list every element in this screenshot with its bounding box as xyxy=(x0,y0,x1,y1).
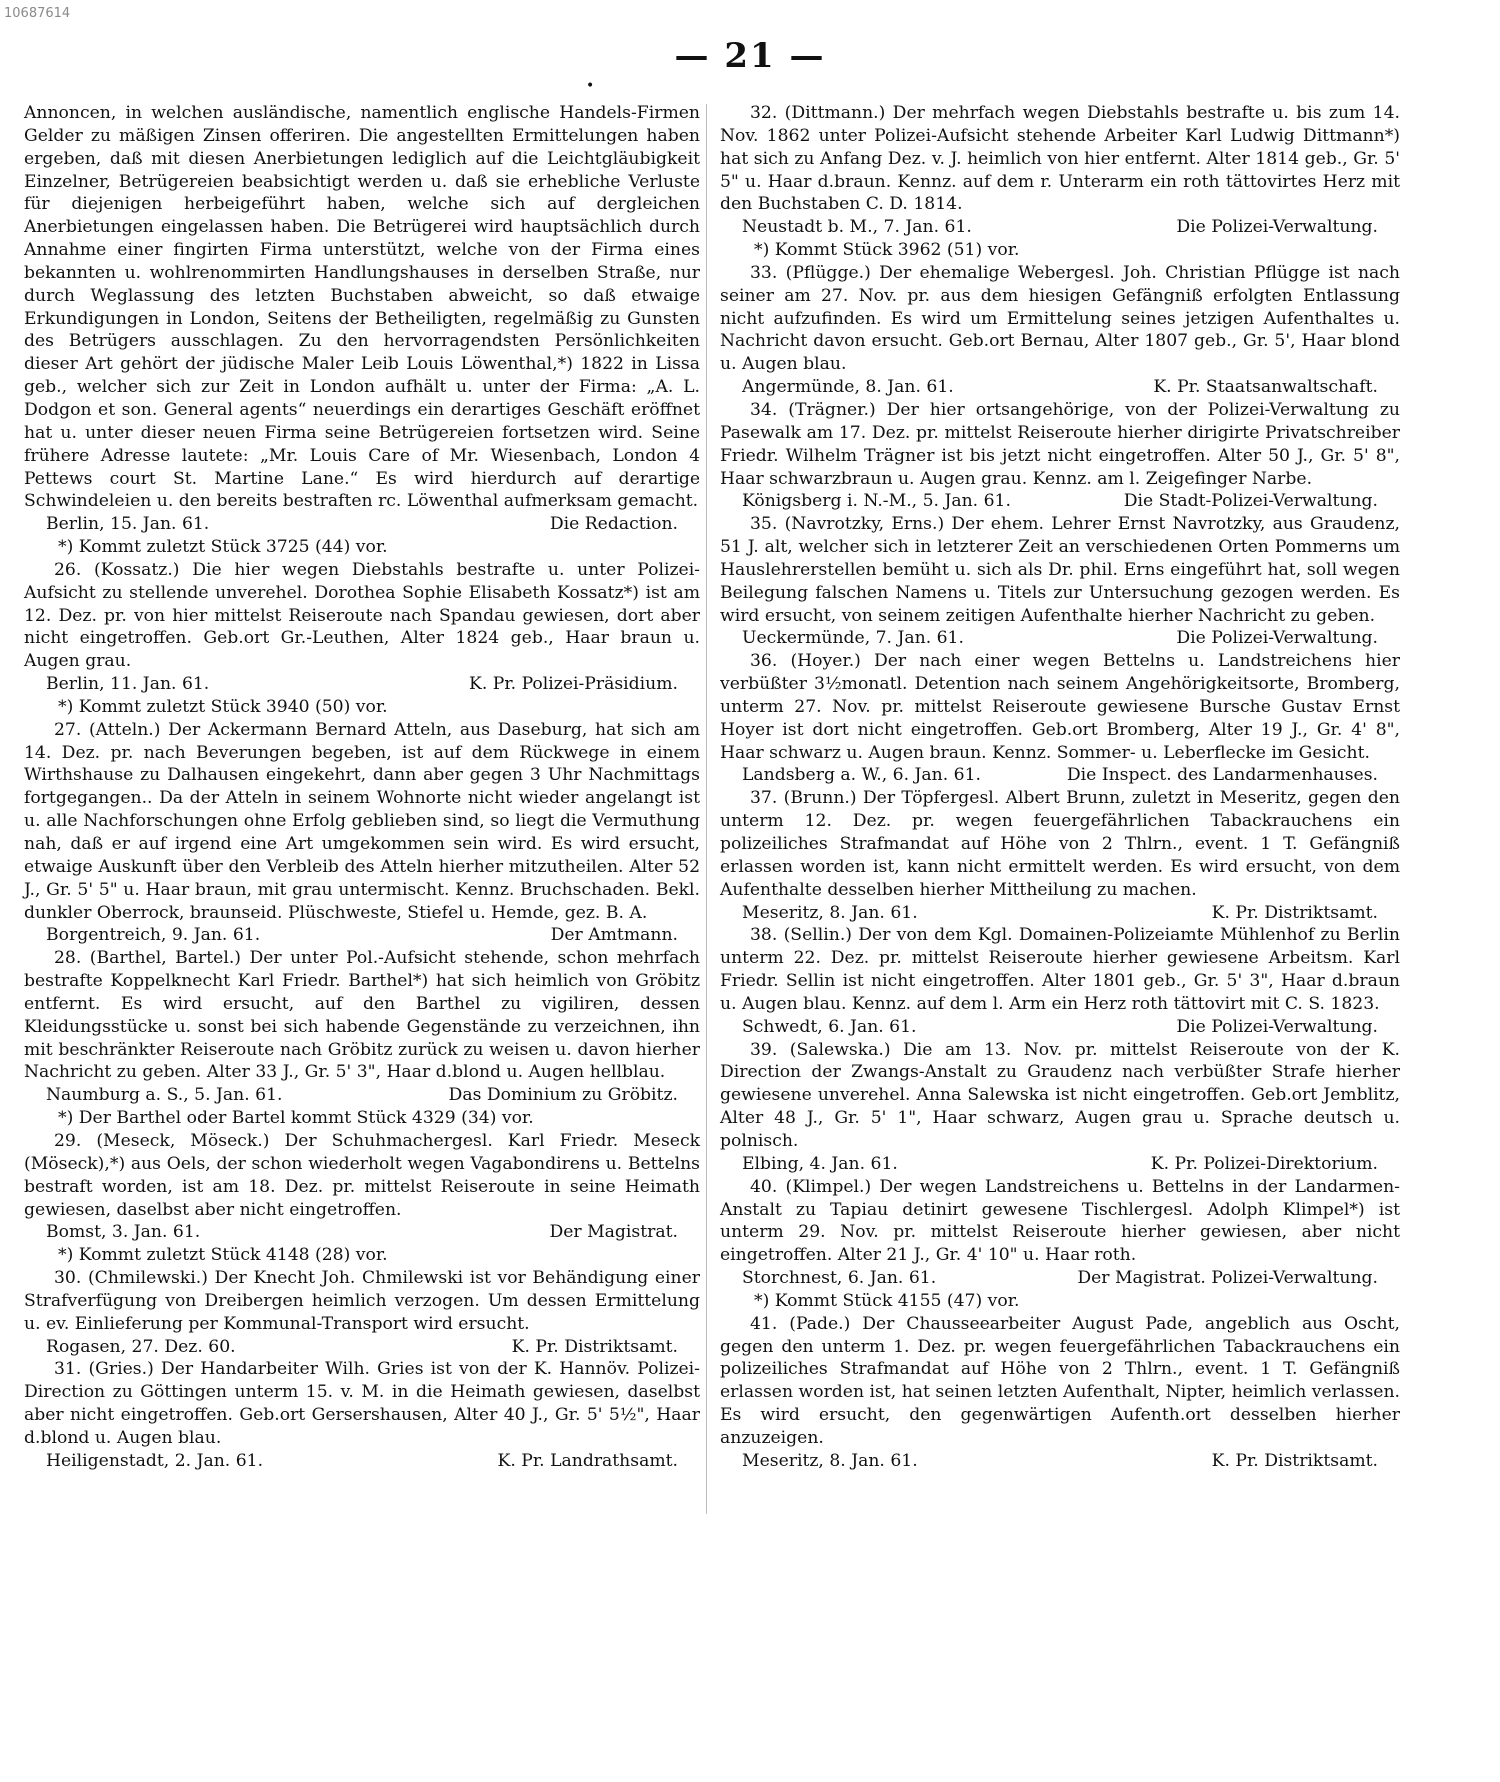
notice-signature xyxy=(24,1450,700,1473)
signature-place-date: Naumburg a. S., 5. Jan. 61. xyxy=(46,1085,283,1106)
right-column xyxy=(720,102,1400,1473)
signature-place-date: Storchnest, 6. Jan. 61. xyxy=(742,1268,937,1289)
signature-authority: Die Inspect. des Landarmenhauses. xyxy=(1066,765,1378,786)
signature-authority: Die Polizei-Verwaltung. xyxy=(1176,217,1378,238)
signature-place-date: Heiligenstadt, 2. Jan. 61. xyxy=(46,1450,264,1471)
notice-paragraph: 41. (Pade.) Der Chausseearbeiter August Pade, angeblich aus Oscht, gegen den unterm 1. Dez. pr. wegen feuergefährlichen Tabackrauchens ein polizeiliches Strafmandat auf Höhe von 2 Thlrn., event. 1 T. Gefängniß erlassen worden ist, hat seinen letzten Aufenthalt, Nipter, heimlich verlassen. Es wird ersucht, den gegenwärtigen Aufenth.ort desselben hierher anzuzeigen. xyxy=(720,1313,1400,1448)
footnote: *) Kommt zuletzt Stück 3725 (44) vor. xyxy=(58,537,388,558)
column-divider xyxy=(706,104,707,1514)
print-dot: • xyxy=(586,78,595,94)
notice-paragraph: 35. (Navrotzky, Erns.) Der ehem. Lehrer Ernst Navrotzky, aus Graudenz, 51 J. alt, welcher sich in letzterer Zeit an verschiedenen Orten Pommerns um Hauslehrerstellen bemüht u. sich als Dr. phil. Erns eingeführt hat, soll wegen Beilegung falschen Namens u. Titels zur Untersuchung gezogen werden. Es wird ersucht, von seinem zeitigen Aufenthalte hierher Nachricht zu geben. xyxy=(720,514,1400,626)
notice-signature xyxy=(720,902,1400,925)
signature-place-date: Meseritz, 8. Jan. 61. xyxy=(742,1450,918,1471)
notice-paragraph: 28. (Barthel, Bartel.) Der unter Pol.-Aufsicht stehende, schon mehrfach bestrafte Koppelknecht Karl Friedr. Barthel*) hat sich heimlich von Gröbitz entfernt. Es wird ersucht, auf den Barthel zu vigiliren, dessen Kleidungsstücke u. sonst bei sich habende Gegenstände zu verzeichnen, ihn mit beschränkter Reiseroute nach Gröbitz zurück zu weisen u. davon hierher Nachricht zu geben. Alter 33 J., Gr. 5' 3", Haar d.blond u. Augen hellblau. xyxy=(24,948,700,1083)
notice-paragraph: 32. (Dittmann.) Der mehrfach wegen Diebstahls bestrafte u. bis zum 14. Nov. 1862 unter Polizei-Aufsicht stehende Arbeiter Karl Ludwig Dittmann*) hat sich zu Anfang Dez. v. J. heimlich von hier entfernt. Alter 1814 geb., Gr. 5' 5" u. Haar d.braun. Kennz. auf dem r. Unterarm ein roth tättovirtes Herz mit den Buchstaben C. D. 1814. xyxy=(720,103,1400,215)
footnote: *) Kommt zuletzt Stück 4148 (28) vor. xyxy=(58,1245,388,1266)
signature-place-date: Berlin, 11. Jan. 61. xyxy=(46,674,210,695)
notice-paragraph: 38. (Sellin.) Der von dem Kgl. Domainen-Polizeiamte Mühlenhof zu Berlin unterm 22. Dez. pr. mittelst Reiseroute hierher gewiesene Arbeitsm. Karl Friedr. Sellin ist nicht eingetroffen. Alter 1801 geb., Gr. 5' 3", Haar d.braun u. Augen blau. Kennz. auf dem l. Arm ein Herz roth tättovirt mit C. S. 1823. xyxy=(720,925,1400,1014)
signature-place-date: Rogasen, 27. Dez. 60. xyxy=(46,1336,236,1357)
signature-authority: K. Pr. Polizei-Präsidium. xyxy=(468,674,678,695)
notice-signature xyxy=(720,1450,1400,1473)
notice-paragraph: 37. (Brunn.) Der Töpfergesl. Albert Brunn, zuletzt in Meseritz, gegen den unterm 12. Dez. pr. wegen feuergefährlichen Tabackrauchens ein polizeiliches Strafmandat auf Höhe von 2 Thlrn., event. 1 T. Gefängniß erlassen worden ist, kann nicht ermittelt werden. Es wird ersucht, von dem Aufenthalte desselben hierher Mittheilung zu machen. xyxy=(720,788,1400,900)
signature-authority: Die Polizei-Verwaltung. xyxy=(1176,1016,1378,1037)
signature-authority: Das Dominium zu Gröbitz. xyxy=(448,1085,678,1106)
footnote: *) Der Barthel oder Bartel kommt Stück 4329 (34) vor. xyxy=(58,1108,534,1129)
left-column xyxy=(24,102,700,1473)
notice-paragraph: Annoncen, in welchen ausländische, namentlich englische Handels-Firmen Gelder zu mäßigen Zinsen offeriren. Die angestellten Ermittelungen haben ergeben, daß mit diesen Anerbietungen lediglich auf die Leichtgläubigkeit Einzelner, Betrügereien beabsichtigt werden u. daß sie erhebliche Verluste für diejenigen herbeigeführt haben, welche sich auf dergleichen Anerbietungen eingelassen haben. Die Betrügerei wird hauptsächlich durch Annahme einer fingirten Firma unterstützt, welche von der Firma eines bekannten u. wohlrenommirten Handlungshauses in derselben Straße, nur durch Weglassung des letzten Buchstaben abweicht, so daß etwaige Erkundigungen in London, Seitens der Betheiligten, regelmäßig zu Gunsten des Betrügers ausschlagen. Zu den hervorragendsten Persönlichkeiten dieser Art gehört der jüdische Maler Leib Louis Löwenthal,*) 1822 in Lissa geb., welcher sich zur Zeit in London aufhält u. unter der Firma: „A. L. Dodgon et son. General agents“ neuerdings ein derartiges Geschäft eröffnet hat u. unter dieser neuen Firma seine Betrügereien fortsetzen wird. Seine frühere Adresse lautete: „Mr. Louis Care of Mr. Wiesenbach, London 4 Pettews court St. Martine Lane.“ Es wird hierdurch auf derartige Schwindeleien u. den bereits bestraften rc. Löwenthal aufmerksam gemacht. xyxy=(24,103,700,512)
signature-place-date: Königsberg i. N.-M., 5. Jan. 61. xyxy=(742,491,1011,512)
notice-paragraph: 29. (Meseck, Möseck.) Der Schuhmachergesl. Karl Friedr. Meseck (Möseck),*) aus Oels, der schon wiederholt wegen Vagabondirens u. Bettelns bestraft worden, ist am 18. Dez. pr. mittelst Reiseroute in seine Heimath gewiesen, daselbst aber nicht eingetroffen. xyxy=(24,1130,700,1220)
signature-place-date: Bomst, 3. Jan. 61. xyxy=(46,1222,201,1243)
signature-authority: Die Stadt-Polizei-Verwaltung. xyxy=(1123,491,1378,512)
signature-place-date: Neustadt b. M., 7. Jan. 61. xyxy=(742,217,972,238)
signature-place-date: Berlin, 15. Jan. 61. xyxy=(46,514,210,535)
signature-authority: K. Pr. Distriktsamt. xyxy=(1211,902,1378,923)
signature-authority: K. Pr. Staatsanwaltschaft. xyxy=(1153,377,1378,398)
notice-signature xyxy=(720,1267,1400,1290)
signature-place-date: Schwedt, 6. Jan. 61. xyxy=(742,1016,917,1037)
notice-signature xyxy=(720,764,1400,787)
signature-place-date: Angermünde, 8. Jan. 61. xyxy=(742,377,954,398)
signature-authority: Der Magistrat. xyxy=(549,1222,678,1243)
page-number: — 21 — xyxy=(674,36,826,76)
signature-authority: K. Pr. Distriktsamt. xyxy=(1211,1450,1378,1471)
notice-signature xyxy=(24,1221,700,1244)
notice-signature xyxy=(720,376,1400,399)
footnote: *) Kommt zuletzt Stück 3940 (50) vor. xyxy=(58,696,388,717)
notice-signature xyxy=(24,1336,700,1359)
signature-authority: Die Polizei-Verwaltung. xyxy=(1176,628,1378,649)
notice-paragraph: 40. (Klimpel.) Der wegen Landstreichens u. Bettelns in der Landarmen-Anstalt zu Tapiau detinirt gewesene Tischlergesl. Adolph Klimpel*) ist unterm 29. Nov. pr. mittelst Reiseroute hierher gewiesen, aber nicht eingetroffen. Alter 21 J., Gr. 4' 10" u. Haar roth. xyxy=(720,1176,1400,1266)
signature-authority: Der Amtmann. xyxy=(550,925,678,946)
footnote: *) Kommt Stück 3962 (51) vor. xyxy=(754,240,1020,261)
signature-authority: Der Magistrat. Polizei-Verwaltung. xyxy=(1077,1268,1378,1289)
notice-signature xyxy=(720,490,1400,513)
notice-signature xyxy=(24,1084,700,1107)
signature-authority: K. Pr. Distriktsamt. xyxy=(511,1336,678,1357)
signature-place-date: Meseritz, 8. Jan. 61. xyxy=(742,902,918,923)
signature-place-date: Landsberg a. W., 6. Jan. 61. xyxy=(742,765,981,786)
signature-place-date: Borgentreich, 9. Jan. 61. xyxy=(46,925,261,946)
notice-paragraph: 36. (Hoyer.) Der nach einer wegen Bettelns u. Landstreichens hier verbüßter 3½monatl. Detention nach seinem Angehörigkeitsorte, Bromberg, unterm 27. Nov. pr. mittelst Reiseroute gewiesene Bursche Gustav Ernst Hoyer ist dort nicht eingetroffen. Geb.ort Bromberg, Alter 19 J., Gr. 4' 8", Haar schwarz u. Augen braun. Kennz. Sommer- u. Leberflecke im Gesicht. xyxy=(720,651,1400,763)
notice-paragraph: 26. (Kossatz.) Die hier wegen Diebstahls bestrafte u. unter Polizei-Aufsicht zu stellende unverehel. Dorothea Sophie Elisabeth Kossatz*) ist am 12. Dez. pr. von hier mittelst Reiseroute nach Spandau gewiesen, dort aber nicht eingetroffen. Geb.ort Gr.-Leuthen, Alter 1824 geb., Haar braun u. Augen grau. xyxy=(24,559,700,672)
notice-paragraph: 27. (Atteln.) Der Ackermann Bernard Atteln, aus Daseburg, hat sich am 14. Dez. pr. nach Beverungen begeben, ist auf dem Rückwege in einem Wirthshause zu Dalhausen eingekehrt, dann aber gegen 3 Uhr Nachmittags fortgegangen.. Da der Atteln in seinem Wohnorte nicht wieder angelangt ist u. alle Nachforschungen ohne Erfolg geblieben sind, so liegt die Vermuthung nah, daß er auf irgend eine Art umgekommen sein wird. Es wird ersucht, etwaige Auskunft über den Verbleib des Atteln hierher mitzutheilen. Alter 52 J., Gr. 5' 5" u. Haar braun, mit grau untermischt. Kennz. Bruchschaden. Bekl. dunkler Oberrock, braunseid. Plüschweste, Stiefel u. Hemde, gez. B. A. xyxy=(24,719,700,923)
signature-authority: Die Redaction. xyxy=(549,514,678,535)
signature-authority: K. Pr. Landrathsamt. xyxy=(497,1450,678,1471)
notice-paragraph: 31. (Gries.) Der Handarbeiter Wilh. Gries ist von der K. Hannöv. Polizei-Direction zu Göttingen unterm 15. v. M. in die Heimath gewiesen, daselbst aber nicht eingetroffen. Geb.ort Gersershausen, Alter 40 J., Gr. 5' 5½", Haar d.blond u. Augen blau. xyxy=(24,1359,700,1448)
notice-paragraph: 39. (Salewska.) Die am 13. Nov. pr. mittelst Reiseroute von der K. Direction der Zwangs-Anstalt zu Graudenz nach verbüßter Strafe hierher gewiesene unverehel. Anna Salewska ist nicht eingetroffen. Geb.ort Jemblitz, Alter 48 J., Gr. 5' 1", Haar schwarz, Augen grau u. Sprache deutsch u. polnisch. xyxy=(720,1039,1400,1151)
document-id: 10687614 xyxy=(4,6,71,21)
notice-signature xyxy=(720,216,1400,239)
footnote: *) Kommt Stück 4155 (47) vor. xyxy=(754,1290,1020,1311)
signature-place-date: Elbing, 4. Jan. 61. xyxy=(742,1153,898,1174)
notice-signature xyxy=(24,924,700,947)
signature-place-date: Ueckermünde, 7. Jan. 61. xyxy=(742,628,964,649)
notice-signature xyxy=(24,673,700,696)
notice-paragraph: 34. (Trägner.) Der hier ortsangehörige, von der Polizei-Verwaltung zu Pasewalk am 17. Dez. pr. mittelst Reiseroute hierher dirigirte Privatschreiber Friedr. Wilhelm Trägner ist bis jetzt nicht eingetroffen. Alter 50 J., Gr. 5' 8", Haar schwarzbraun u. Augen grau. Kennz. am l. Zeigefinger Narbe. xyxy=(720,399,1400,489)
notice-paragraph: 33. (Pflügge.) Der ehemalige Webergesl. Joh. Christian Pflügge ist nach seiner am 27. Nov. pr. aus dem hiesigen Gefängniß erfolgten Entlassung nicht aufzufinden. Es wird um Ermittelung seines jetzigen Aufenthaltes u. Nachricht davon ersucht. Geb.ort Bernau, Alter 1807 geb., Gr. 5', Haar blond u. Augen blau. xyxy=(720,262,1400,375)
notice-signature xyxy=(720,1153,1400,1176)
notice-signature xyxy=(24,513,700,536)
notice-signature xyxy=(720,1016,1400,1039)
notice-signature xyxy=(720,627,1400,650)
signature-authority: K. Pr. Polizei-Direktorium. xyxy=(1150,1153,1378,1174)
notice-paragraph: 30. (Chmilewski.) Der Knecht Joh. Chmilewski ist vor Behändigung einer Strafverfügung von Dreibergen heimlich verzogen. Um dessen Ermittelung u. ev. Einlieferung per Kommunal-Transport wird ersucht. xyxy=(24,1268,700,1334)
